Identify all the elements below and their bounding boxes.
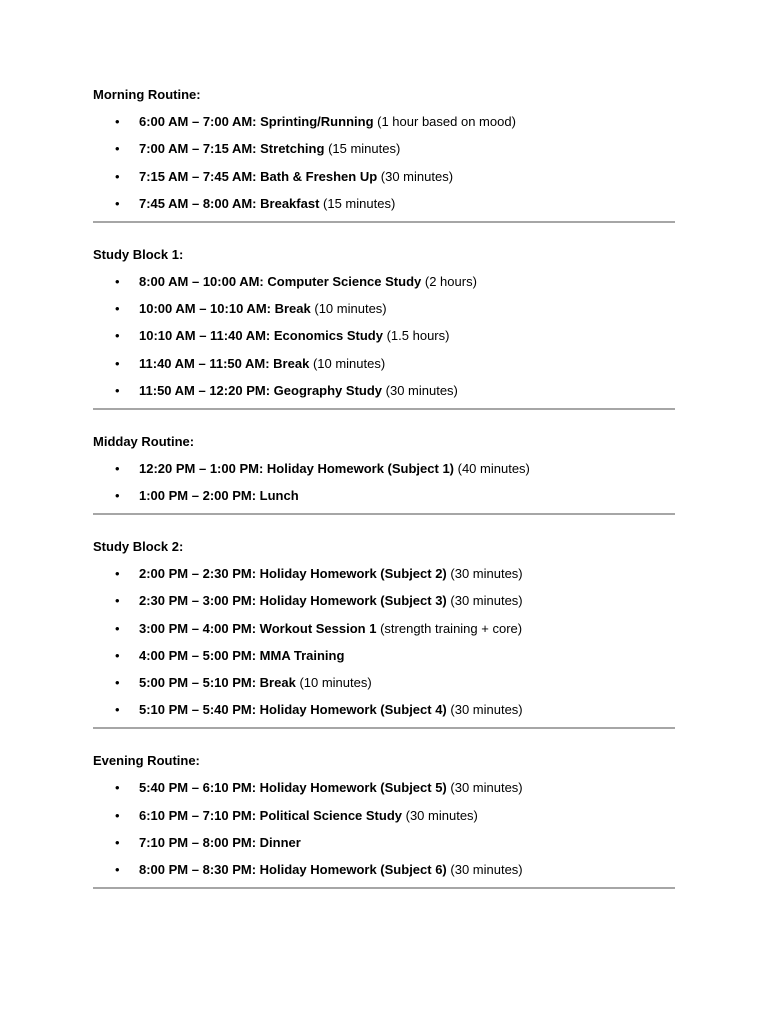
bullet-icon: • bbox=[115, 488, 120, 504]
section-study-block-1 bbox=[93, 246, 675, 410]
item-task: Holiday Homework (Subject 3) bbox=[259, 593, 447, 609]
item-note: (30 minutes) bbox=[380, 168, 454, 184]
bullet-icon: • bbox=[115, 780, 120, 796]
bullet-icon: • bbox=[115, 807, 120, 823]
section-divider bbox=[93, 513, 675, 515]
item-task: MMA Training bbox=[259, 647, 345, 663]
section-title: Midday Routine: bbox=[93, 433, 195, 449]
item-time: 7:00 AM – 7:15 AM: bbox=[139, 141, 257, 157]
item-task: Sprinting/Running bbox=[260, 114, 374, 130]
item-note: (10 minutes) bbox=[314, 301, 387, 317]
item-note: (30 minutes) bbox=[450, 861, 523, 877]
section-divider bbox=[93, 727, 675, 729]
item-note: (15 minutes) bbox=[328, 141, 401, 157]
item-time: 6:00 AM – 7:00 AM: bbox=[139, 114, 257, 130]
bullet-icon: • bbox=[115, 301, 120, 317]
section-evening-routine bbox=[93, 752, 675, 889]
item-time: 5:10 PM – 5:40 PM: bbox=[139, 702, 257, 718]
item-note: (30 minutes) bbox=[450, 593, 523, 609]
bullet-icon: • bbox=[115, 702, 120, 718]
list-item bbox=[93, 701, 675, 719]
schedule-list bbox=[93, 273, 675, 400]
list-item bbox=[93, 861, 675, 879]
bullet-icon: • bbox=[115, 675, 120, 690]
item-time: 2:30 PM – 3:00 PM: bbox=[139, 593, 257, 609]
list-item bbox=[93, 113, 675, 131]
item-task: Geography Study bbox=[273, 382, 383, 398]
schedule-list bbox=[93, 113, 675, 213]
section-midday-routine bbox=[93, 433, 675, 515]
item-time: 1:00 PM – 2:00 PM: bbox=[139, 488, 257, 504]
schedule-list bbox=[93, 460, 675, 505]
item-note: (strength training + core) bbox=[380, 620, 523, 636]
section-divider bbox=[93, 887, 675, 889]
item-time: 3:00 PM – 4:00 PM: bbox=[139, 620, 257, 636]
item-task: Political Science Study bbox=[259, 807, 402, 823]
section-morning-routine bbox=[93, 86, 675, 223]
bullet-icon: • bbox=[115, 273, 120, 289]
list-item bbox=[93, 168, 675, 186]
item-time: 8:00 PM – 8:30 PM: bbox=[139, 861, 257, 877]
bullet-icon: • bbox=[115, 620, 120, 636]
list-item bbox=[93, 674, 675, 692]
list-item bbox=[93, 779, 675, 797]
list-item bbox=[93, 195, 675, 213]
item-time: 6:10 PM – 7:10 PM: bbox=[139, 807, 257, 823]
bullet-icon: • bbox=[115, 460, 120, 476]
list-item bbox=[93, 327, 675, 345]
item-note: (2 hours) bbox=[424, 273, 477, 289]
bullet-icon: • bbox=[115, 834, 120, 850]
section-title: Study Block 2: bbox=[93, 539, 184, 555]
item-note: (1 hour based on mood) bbox=[377, 114, 516, 130]
item-task: Holiday Homework (Subject 1) bbox=[266, 460, 454, 476]
item-task: Holiday Homework (Subject 5) bbox=[259, 780, 447, 796]
item-task: Holiday Homework (Subject 6) bbox=[259, 861, 447, 877]
item-time: 10:00 AM – 10:10 AM: bbox=[139, 301, 271, 317]
list-item bbox=[93, 382, 675, 400]
section-divider bbox=[93, 221, 675, 223]
schedule-list bbox=[93, 779, 675, 879]
bullet-icon: • bbox=[115, 195, 120, 211]
bullet-icon: • bbox=[115, 382, 120, 398]
list-item bbox=[93, 355, 675, 373]
item-time: 8:00 AM – 10:00 AM: bbox=[139, 273, 264, 289]
item-time: 7:45 AM – 8:00 AM: bbox=[139, 195, 257, 211]
item-note: (30 minutes) bbox=[450, 566, 523, 582]
bullet-icon: • bbox=[115, 593, 120, 609]
item-time: 10:10 AM – 11:40 AM: bbox=[139, 328, 271, 344]
item-note: (10 minutes) bbox=[312, 355, 386, 371]
item-note: (10 minutes) bbox=[299, 675, 372, 690]
item-task: Workout Session 1 bbox=[259, 620, 377, 636]
item-task: Computer Science Study bbox=[267, 273, 422, 289]
bullet-icon: • bbox=[115, 114, 120, 130]
list-item bbox=[93, 807, 675, 825]
item-note: (30 minutes) bbox=[385, 382, 458, 398]
item-task: Lunch bbox=[259, 488, 299, 504]
item-time: 7:15 AM – 7:45 AM: bbox=[139, 168, 257, 184]
item-task: Break bbox=[274, 301, 311, 317]
bullet-icon: • bbox=[115, 566, 120, 582]
item-note: (15 minutes) bbox=[323, 195, 396, 211]
section-divider bbox=[93, 408, 675, 410]
bullet-icon: • bbox=[115, 328, 120, 344]
list-item bbox=[93, 647, 675, 665]
item-note: (1.5 hours) bbox=[386, 328, 450, 344]
list-item bbox=[93, 834, 675, 852]
section-title: Study Block 1: bbox=[93, 246, 184, 262]
item-time: 12:20 PM – 1:00 PM: bbox=[139, 460, 264, 476]
item-task: Holiday Homework (Subject 4) bbox=[259, 702, 447, 718]
item-time: 7:10 PM – 8:00 PM: bbox=[139, 834, 257, 850]
list-item bbox=[93, 620, 675, 638]
section-title: Morning Routine: bbox=[93, 87, 201, 102]
item-note: (30 minutes) bbox=[405, 807, 478, 823]
bullet-icon: • bbox=[115, 861, 120, 877]
item-time: 4:00 PM – 5:00 PM: bbox=[139, 647, 257, 663]
item-time: 11:50 AM – 12:20 PM: bbox=[139, 382, 271, 398]
item-note: (30 minutes) bbox=[450, 702, 523, 718]
bullet-icon: • bbox=[115, 168, 120, 184]
item-task: Bath & Freshen Up bbox=[260, 168, 378, 184]
schedule-list bbox=[93, 565, 675, 719]
list-item bbox=[93, 565, 675, 583]
list-item bbox=[93, 273, 675, 291]
list-item bbox=[93, 592, 675, 610]
item-task: Dinner bbox=[259, 834, 301, 850]
item-task: Break bbox=[259, 675, 296, 690]
section-title: Evening Routine: bbox=[93, 753, 200, 769]
item-task: Break bbox=[273, 355, 310, 371]
list-item bbox=[93, 487, 675, 505]
section-study-block-2 bbox=[93, 538, 675, 729]
list-item bbox=[93, 140, 675, 158]
item-time: 11:40 AM – 11:50 AM: bbox=[139, 355, 270, 371]
bullet-icon: • bbox=[115, 647, 120, 663]
item-note: (30 minutes) bbox=[450, 780, 523, 796]
bullet-icon: • bbox=[115, 141, 120, 157]
item-task: Holiday Homework (Subject 2) bbox=[259, 566, 447, 582]
item-time: 5:40 PM – 6:10 PM: bbox=[139, 780, 257, 796]
bullet-icon: • bbox=[115, 355, 120, 371]
item-time: 5:00 PM – 5:10 PM: bbox=[139, 675, 257, 690]
list-item bbox=[93, 460, 675, 478]
list-item bbox=[93, 300, 675, 318]
item-task: Stretching bbox=[260, 141, 325, 157]
item-note: (40 minutes) bbox=[457, 460, 530, 476]
item-time: 2:00 PM – 2:30 PM: bbox=[139, 566, 257, 582]
item-task: Breakfast bbox=[260, 195, 320, 211]
item-task: Economics Study bbox=[273, 328, 383, 344]
